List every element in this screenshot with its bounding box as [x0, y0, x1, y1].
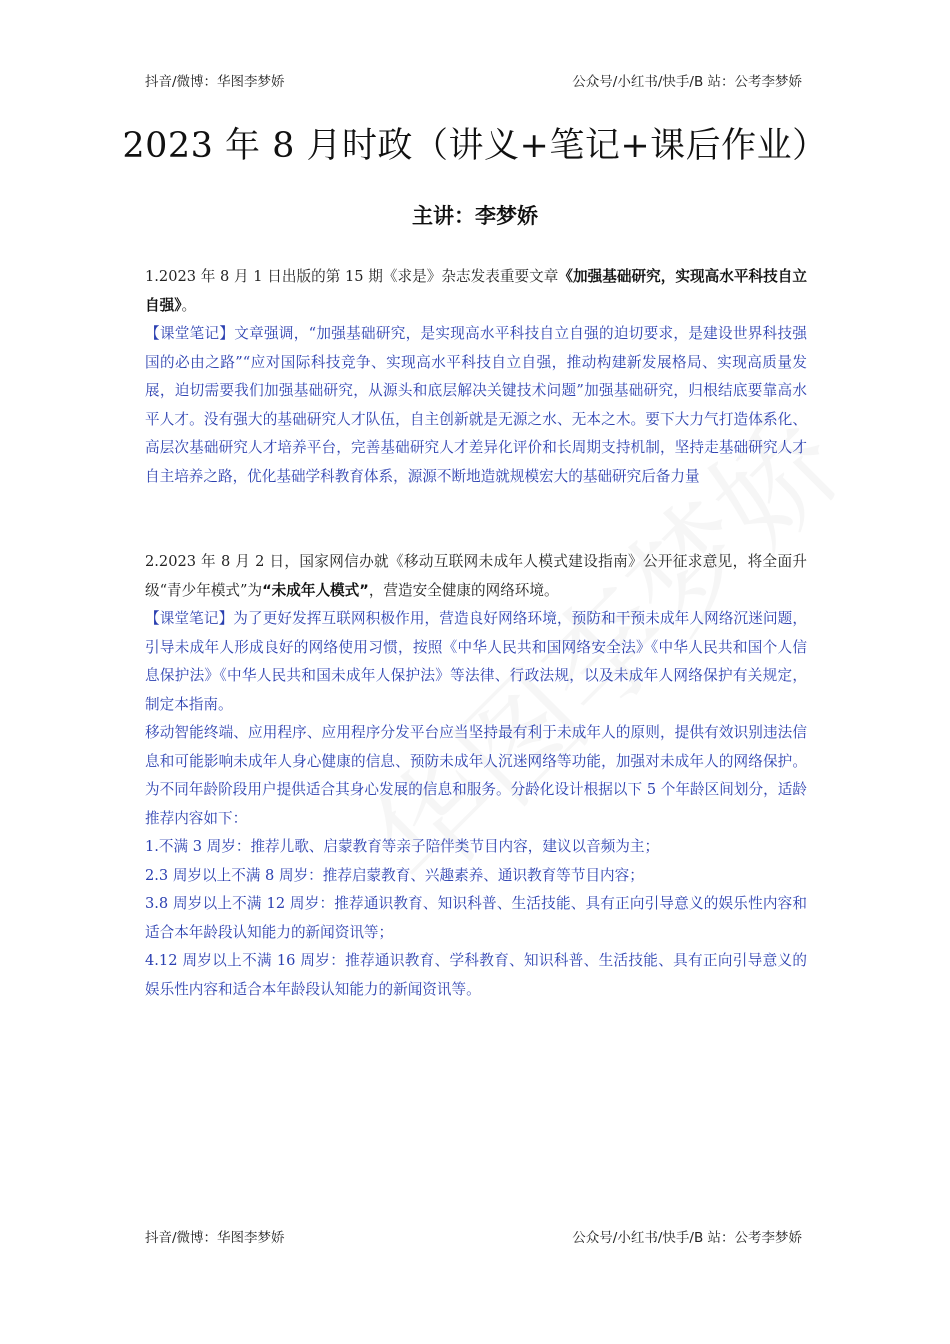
item2-note-text: 为了更好发挥互联网积极作用，营造良好网络环境，预防和干预未成年人网络沉迷问题，引导未成年人形成良好的网络使用习惯，按照《中华人民共和国网络安全法》《中华人民共和国个人信息保护法》《中华人民共和国未成年人保护法》等法律、行政法规，以及未成年人网络保护有关规定，制定本指南。 [145, 610, 807, 713]
page-footer [145, 1226, 802, 1246]
list-item: 2.3 周岁以上不满 8 周岁：推荐启蒙教育、兴趣素养、通识教育等节目内容； [145, 866, 644, 884]
item1-text: 1.2023 年 8 月 1 日出版的第 15 期《求是》杂志发表重要文章 [145, 268, 559, 285]
item1-bold-title: 《加强基础研究，实现高水平科技自立自强》 [145, 268, 807, 314]
header-right: 公众号/小红书/快手/B 站：公考李梦娇 [572, 74, 802, 90]
item2-text: 2.2023 年 8 月 2 日，国家网信办就《移动互联网未成年人模式建设指南》公开征求意见，将全面升级“青少年模式”为 [145, 553, 807, 599]
list-item: 4.12 周岁以上不满 16 周岁：推荐通识教育、学科教育、知识科普、生活技能、具有正向引导意义的娱乐性内容和适合本年龄段认知能力的新闻资讯等。 [145, 952, 807, 998]
item2-bold-term: “未成年人模式” [262, 581, 369, 599]
item2-note [145, 605, 807, 719]
document-body [145, 263, 807, 1004]
item1-text-end: 。 [181, 296, 197, 314]
item2-para2: 移动智能终端、应用程序、应用程序分发平台应当坚持最有利于未成年人的原则，提供有效识别违法信息和可能影响未成年人身心健康的信息、预防未成年人沉迷网络等功能，加强对未成年人的网络保护。为不同年龄阶段用户提供适合其身心发展的信息和服务。分龄化设计根据以下 5 个年龄区间划分，适龄推荐内容如下： [145, 724, 807, 827]
footer-right: 公众号/小红书/快手/B 站：公考李梦娇 [572, 1230, 802, 1246]
note-label: 【课堂笔记】 [145, 610, 234, 627]
item2-text-end: ，营造安全健康的网络环境。 [368, 581, 559, 599]
item1-note [145, 320, 807, 491]
list-item: 3.8 周岁以上不满 12 周岁：推荐通识教育、知识科普、生活技能、具有正向引导意义的娱乐性内容和适合本年龄段认知能力的新闻资讯等； [145, 895, 807, 941]
presenter: 主讲：李梦娇 [412, 204, 538, 228]
item2-headline [145, 548, 807, 605]
page-title: 2023 年 8 月时政（讲义+笔记+课后作业） [122, 126, 828, 166]
item1-note-text: 文章强调，“加强基础研究，是实现高水平科技自立自强的迫切要求，是建设世界科技强国的必由之路”“应对国际科技竞争、实现高水平科技自立自强，推动构建新发展格局、实现高质量发展，迫切需要我们加强基础研究，从源头和底层解决关键技术问题”加强基础研究，归根结底要靠高水平人才。没有强大的基础研究人才队伍，自主创新就是无源之水、无本之木。要下大力气打造体系化、高层次基础研究人才培养平台，完善基础研究人才差异化评价和长周期支持机制，坚持走基础研究人才自主培养之路，优化基础学科教育体系，源源不断地造就规模宏大的基础研究后备力量 [145, 325, 807, 485]
header-left: 抖音/微博：华图李梦娇 [145, 74, 285, 90]
item1-headline [145, 263, 807, 320]
page-header [145, 70, 802, 90]
note-label: 【课堂笔记】 [145, 325, 235, 342]
footer-left: 抖音/微博：华图李梦娇 [145, 1230, 285, 1246]
list-item: 1.不满 3 周岁：推荐儿歌、启蒙教育等亲子陪伴类节目内容，建议以音频为主； [145, 838, 660, 855]
